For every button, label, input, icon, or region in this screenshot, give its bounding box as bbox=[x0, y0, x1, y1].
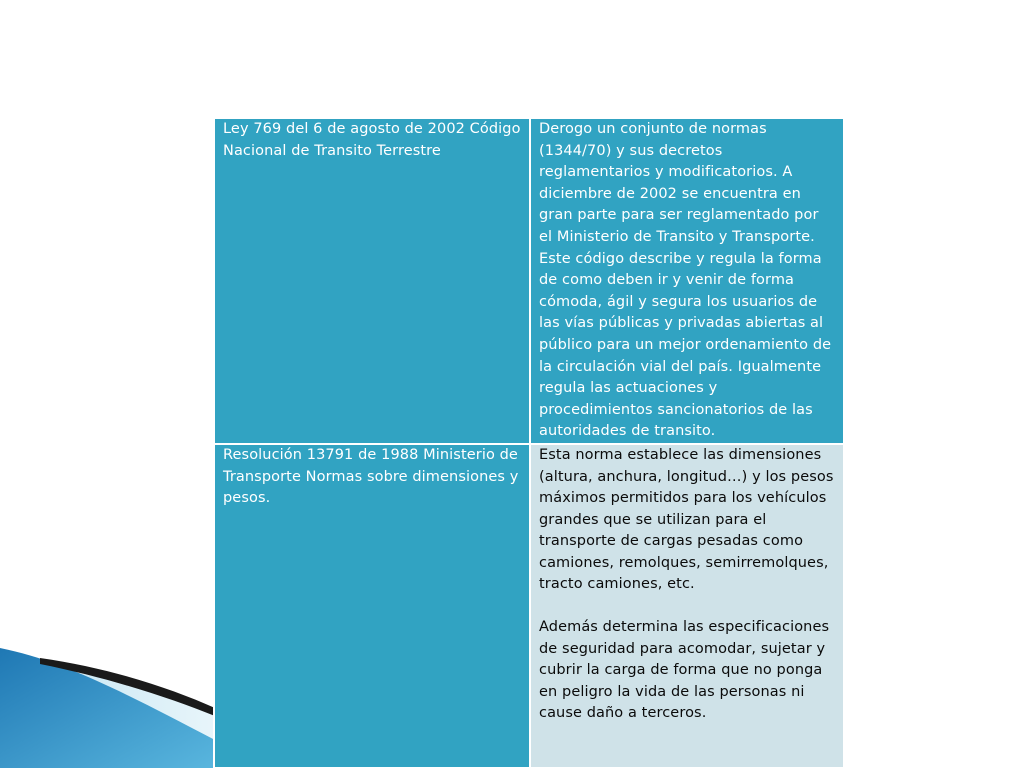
norms-table bbox=[213, 117, 845, 768]
law-text: Ley 769 del 6 de agosto de 2002 Código Nacional de Transito Terrestre bbox=[223, 121, 521, 159]
description-cell bbox=[530, 444, 844, 768]
description-paragraph-1: Esta norma establece las dimensiones (altura, anchura, longitud…) y los pesos máximos permitidos para los vehículos grandes que se utilizan para el transporte de cargas pesadas como camiones, remolques, semirremolques, tracto camiones, etc. bbox=[539, 446, 834, 593]
description-cell bbox=[530, 118, 844, 444]
law-cell bbox=[214, 118, 530, 444]
description-text: Derogo un conjunto de normas (1344/70) y sus decretos reglamentarios y modificatorios. A diciembre de 2002 se encuentra en gran parte para ser reglamentado por el Ministerio de Transito y Transporte. Este código describe y regula la forma de como deben ir y venir de forma cómoda, ágil y segura los usuarios de las vías públicas y privadas abiertas al público para un mejor ordenamiento de la circulación vial del país. Igualmente regula las actuaciones y procedimientos sancionatorios de las autoridades de transito. bbox=[539, 121, 832, 440]
law-text: Resolución 13791 de 1988 Ministerio de Transporte Normas sobre dimensiones y pesos. bbox=[223, 446, 519, 507]
law-cell bbox=[214, 444, 530, 768]
table-row bbox=[214, 118, 844, 444]
table-row bbox=[214, 444, 844, 768]
description-paragraph-2: Además determina las especificaciones de seguridad para acomodar, sujetar y cubrir la carga de forma que no ponga en peligro la vida de las personas ni cause daño a terceros. bbox=[539, 619, 830, 722]
paragraph-gap bbox=[539, 596, 835, 617]
